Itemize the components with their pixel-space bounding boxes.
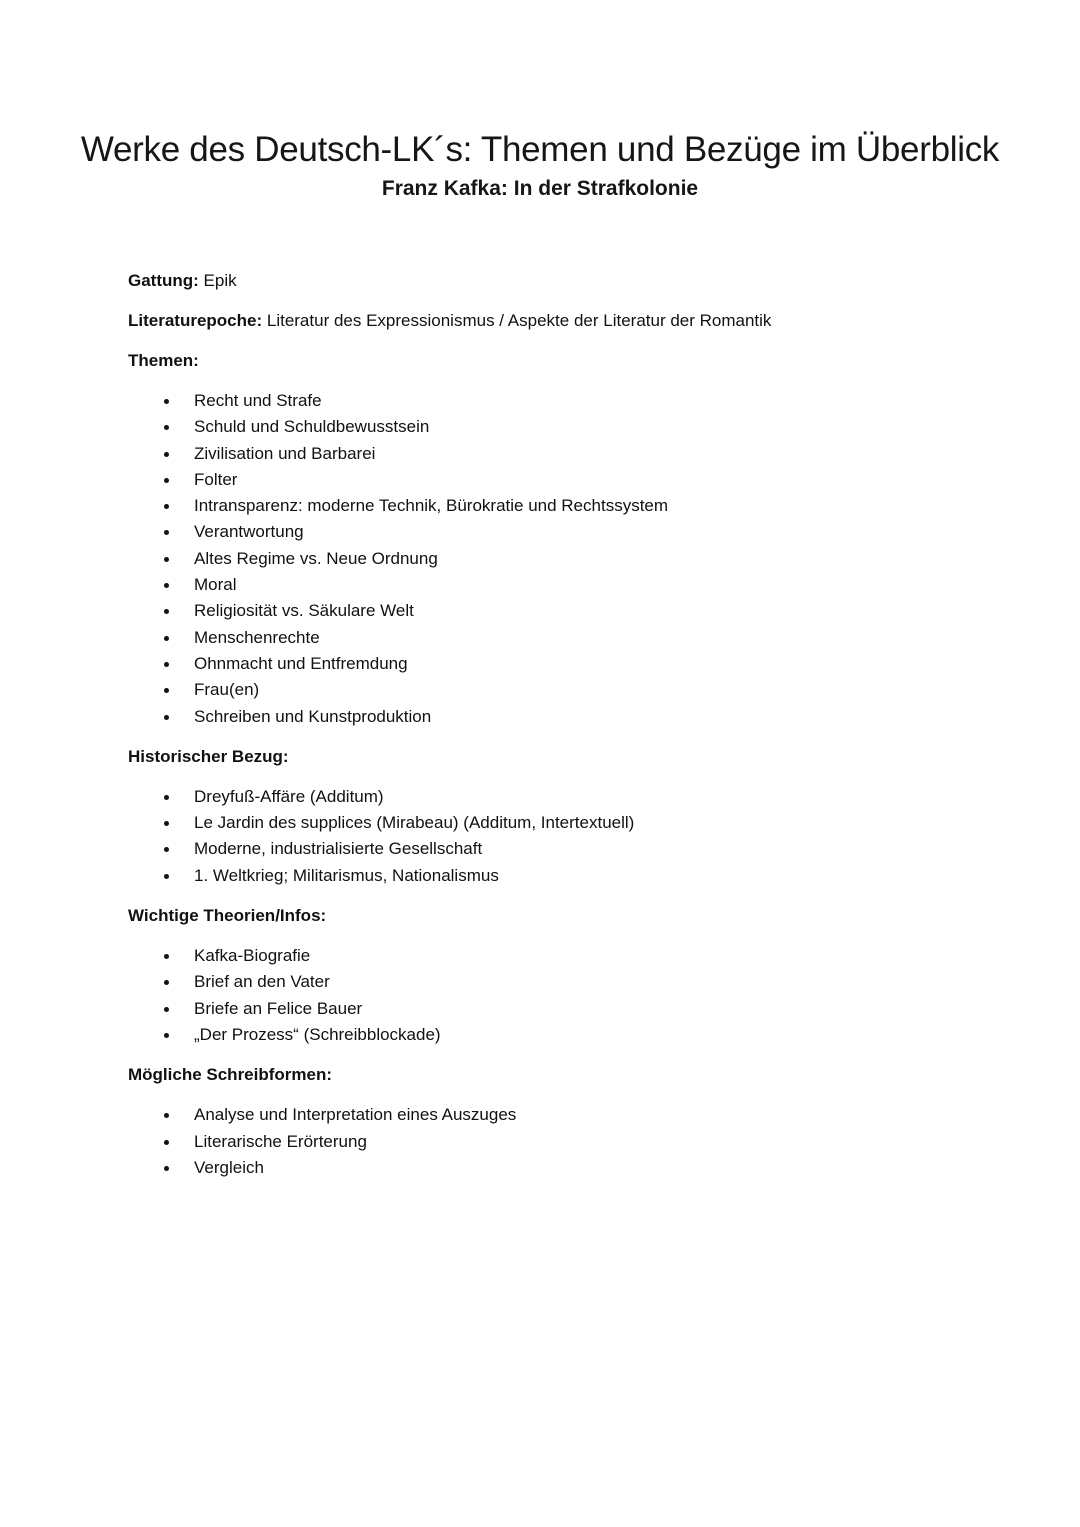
gattung-field: [128, 268, 1008, 294]
list-item: Ohnmacht und Entfremdung: [128, 651, 1008, 677]
epoche-label: Literaturepoche:: [128, 311, 263, 330]
theorien-heading: Wichtige Theorien/Infos:: [128, 906, 327, 926]
gattung-value: Epik: [198, 271, 237, 290]
list-item: Dreyfuß-Affäre (Additum): [128, 784, 1008, 810]
list-item: Zivilisation und Barbarei: [128, 441, 1008, 467]
list-item: 1. Weltkrieg; Militarismus, Nationalismus: [128, 863, 1008, 889]
historisch-list: [128, 784, 1008, 889]
theorien-list: [128, 943, 1008, 1048]
list-item: Moderne, industrialisierte Gesellschaft: [128, 836, 1008, 862]
list-item: Briefe an Felice Bauer: [128, 996, 1008, 1022]
list-item: Frau(en): [128, 677, 1008, 703]
epoche-field: [128, 308, 1008, 334]
list-item: Le Jardin des supplices (Mirabeau) (Additum, Intertextuell): [128, 810, 1008, 836]
list-item: Schuld und Schuldbewusstsein: [128, 414, 1008, 440]
list-item: Moral: [128, 572, 1008, 598]
schreibformen-heading: Mögliche Schreibformen:: [128, 1065, 333, 1085]
schreibformen-list: [128, 1102, 1008, 1181]
list-item: Vergleich: [128, 1155, 1008, 1181]
list-item: Intransparenz: moderne Technik, Bürokratie und Rechtssystem: [128, 493, 1008, 519]
list-item: Menschenrechte: [128, 625, 1008, 651]
document-content: [128, 268, 1008, 1195]
list-item: „Der Prozess“ (Schreibblockade): [128, 1022, 1008, 1048]
themen-heading: Themen:: [128, 351, 199, 370]
list-item: Kafka-Biografie: [128, 943, 1008, 969]
page-title: Werke des Deutsch-LK´s: Themen und Bezüge im Überblick: [80, 130, 1000, 169]
list-item: Altes Regime vs. Neue Ordnung: [128, 546, 1008, 572]
list-item: Religiosität vs. Säkulare Welt: [128, 598, 1008, 624]
list-item: Schreiben und Kunstproduktion: [128, 704, 1008, 730]
gattung-label: Gattung:: [128, 271, 199, 290]
list-item: Analyse und Interpretation eines Auszuges: [128, 1102, 1008, 1128]
list-item: Folter: [128, 467, 1008, 493]
list-item: Literarische Erörterung: [128, 1129, 1008, 1155]
page-subtitle: Franz Kafka: In der Strafkolonie: [381, 177, 699, 200]
list-item: Verantwortung: [128, 519, 1008, 545]
historisch-heading: Historischer Bezug:: [128, 746, 289, 766]
list-item: Brief an den Vater: [128, 969, 1008, 995]
themen-list: [128, 388, 1008, 730]
list-item: Recht und Strafe: [128, 388, 1008, 414]
epoche-value: Literatur des Expressionismus / Aspekte der Literatur der Romantik: [262, 311, 772, 330]
